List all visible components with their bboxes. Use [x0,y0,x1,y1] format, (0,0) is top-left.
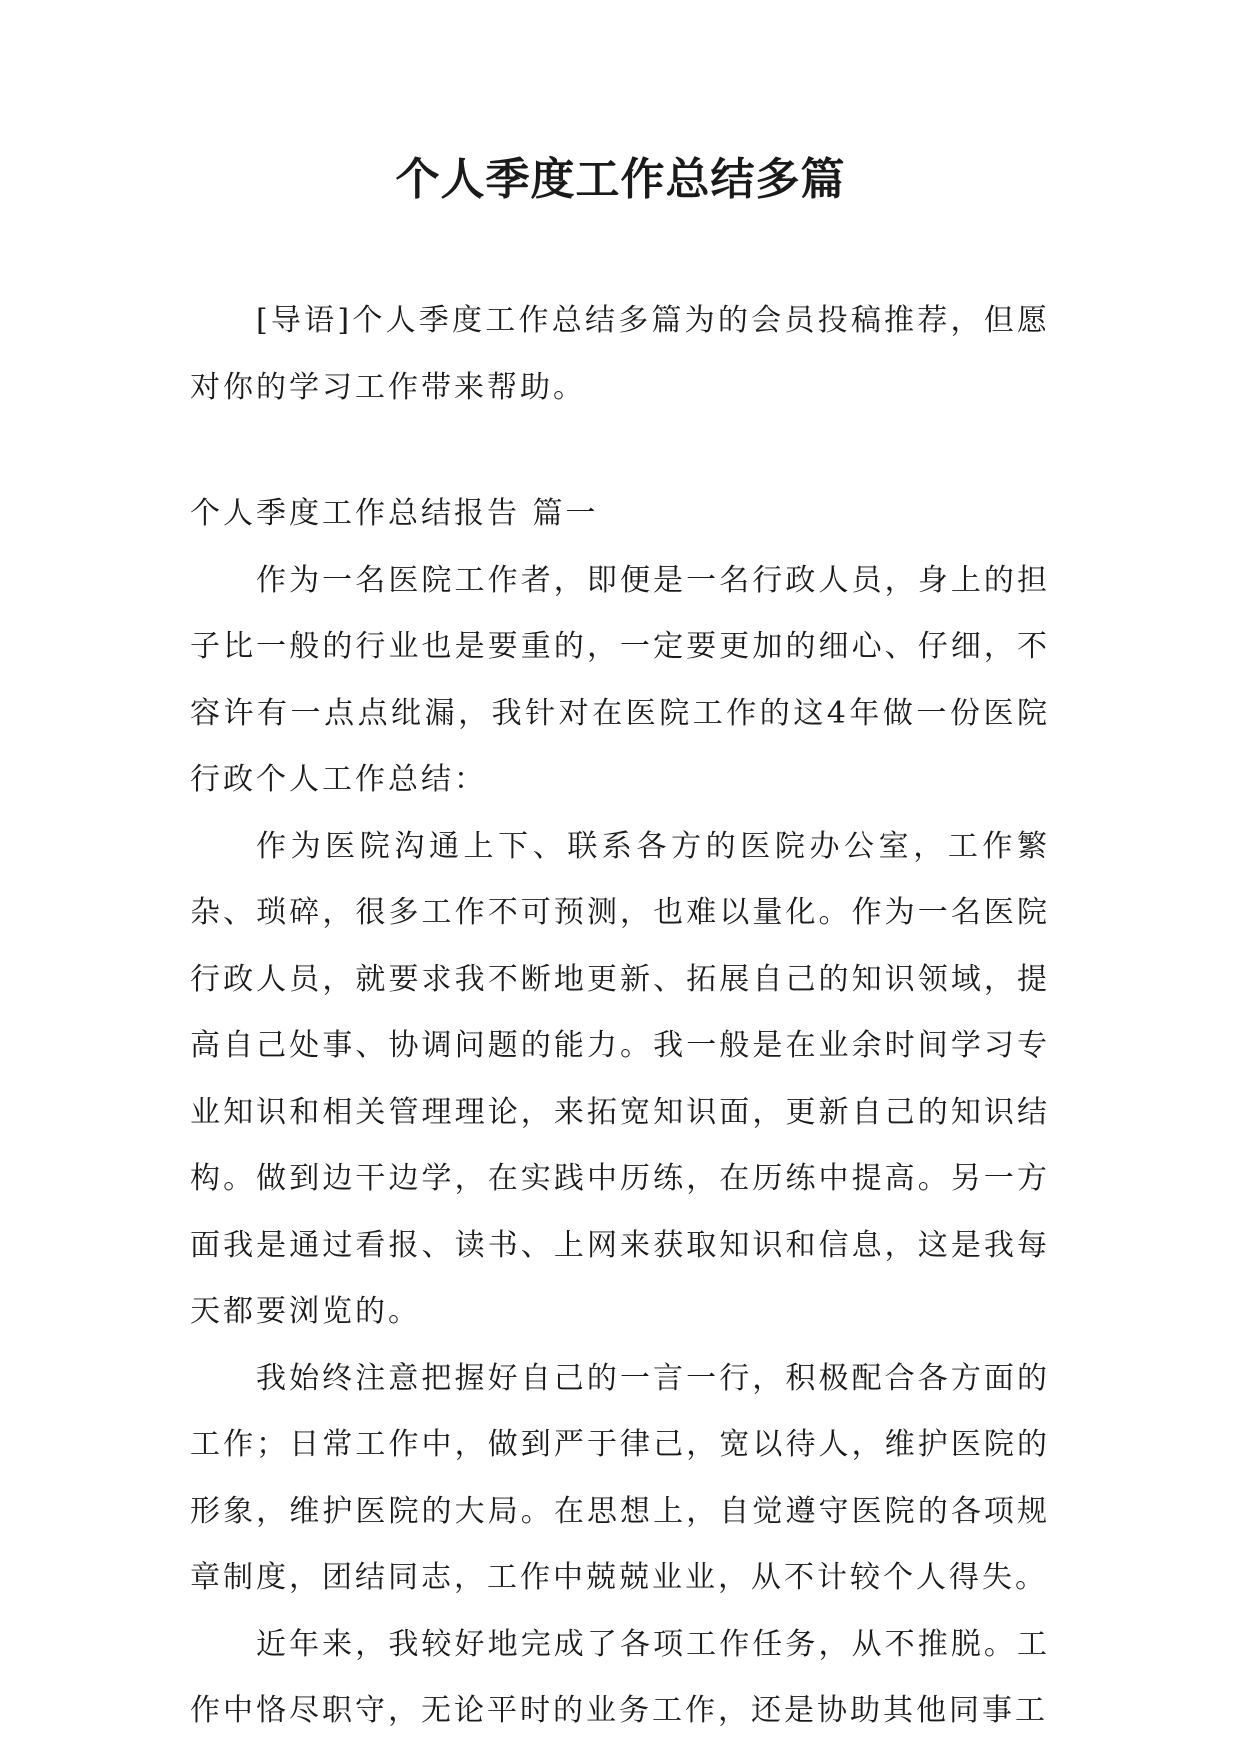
section-heading: 个人季度工作总结报告 篇一 [190,496,599,531]
body-paragraph: 我始终注意把握好自己的一言一行，积极配合各方面的工作；日常工作中，做到严于律己，宽以待人，维护医院的形象，维护医院的大局。在思想上，自觉遵守医院的各项规章制度，团结同志，工作中兢兢业业，从不计较个人得失。 [190,1360,1050,1595]
intro-paragraph: [导语]个人季度工作总结多篇为的会员投稿推荐，但愿对你的学习工作带来帮助。 [190,303,1050,405]
body-paragraph: 作为医院沟通上下、联系各方的医院办公室，工作繁杂、琐碎，很多工作不可预测，也难以量化。作为一名医院行政人员，就要求我不断地更新、拓展自己的知识领域，提高自己处事、协调问题的能力。我一般是在业余时间学习专业知识和相关管理理论，来拓宽知识面，更新自己的知识结构。做到边干边学，在实践中历练，在历练中提高。另一方面我是通过看报、读书、上网来获取知识和信息，这是我每天都要浏览的。 [190,828,1050,1329]
document-body [190,288,1050,1745]
page-title: 个人季度工作总结多篇 [395,154,846,205]
body-paragraph: 近年来，我较好地完成了各项工作任务，从不推脱。工作中恪尽职守，无论平时的业务工作，还是协助其他同事工 [190,1626,1050,1728]
body-paragraph: 作为一名医院工作者，即便是一名行政人员，身上的担子比一般的行业也是要重的，一定要更加的细心、仔细，不容许有一点点纰漏，我针对在医院工作的这4年做一份医院行政个人工作总结： [190,562,1050,797]
